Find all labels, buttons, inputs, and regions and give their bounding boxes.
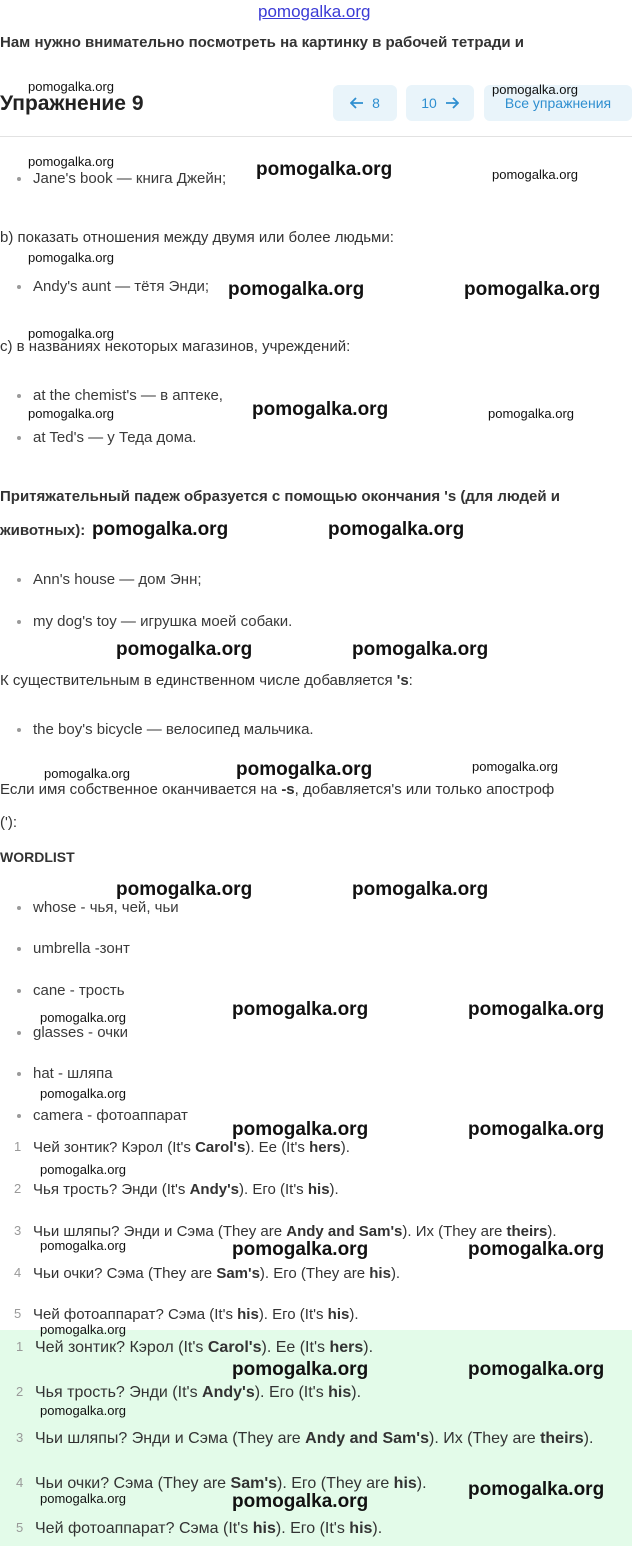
page-title: Упражнение 9	[0, 92, 144, 115]
watermark: pomogalka.org	[256, 159, 393, 180]
list-item: my dog's toy — игрушка моей собаки.	[0, 613, 340, 633]
answer-number: 3	[16, 1430, 24, 1445]
list-item: Jane's book — книга Джейн;	[0, 170, 300, 190]
watermark: pomogalka.org	[352, 639, 489, 660]
bullet-icon	[17, 620, 21, 624]
watermark: pomogalka.org	[236, 759, 373, 780]
bullet-icon	[17, 394, 21, 398]
bullet-icon	[17, 578, 21, 582]
bullet-icon	[17, 906, 21, 910]
wordlist-item: cane - трость	[0, 982, 300, 1002]
watermark: pomogalka.org	[232, 1359, 369, 1380]
site-link[interactable]: pomogalka.org	[258, 2, 371, 21]
watermark: pomogalka.org	[468, 1119, 605, 1140]
answer-text: Чей фотоаппарат? Сэма (It's his). Его (It's his).	[33, 1306, 359, 1323]
watermark: pomogalka.org	[468, 1359, 605, 1380]
watermark: pomogalka.org	[232, 1239, 369, 1260]
watermark: pomogalka.org	[28, 326, 114, 341]
watermark: pomogalka.org	[44, 766, 130, 781]
paragraph: ('):	[0, 814, 18, 831]
watermark: pomogalka.org	[468, 1479, 605, 1500]
all-exercises-label: Все упражнения	[504, 95, 612, 111]
next-exercise-label: 10	[421, 95, 437, 111]
answer-number: 2	[14, 1181, 22, 1196]
wordlist-item: glasses - очки	[0, 1024, 300, 1044]
answer-number: 4	[14, 1265, 22, 1280]
answer-text: Чьи шляпы? Энди и Сэма (They are Andy and Sam's). Их (They are theirs).	[35, 1430, 594, 1447]
bullet-icon	[17, 285, 21, 289]
watermark: pomogalka.org	[28, 406, 114, 421]
prev-exercise-label: 8	[372, 95, 380, 111]
answer-text: Чей зонтик? Кэрол (It's Carol's). Ее (It's hers).	[35, 1339, 374, 1356]
wordlist-item: whose - чья, чей, чьи	[0, 899, 300, 919]
watermark: pomogalka.org	[232, 1491, 369, 1512]
watermark: pomogalka.org	[328, 519, 465, 540]
answer-text: Чьи шляпы? Энди и Сэма (They are Andy and Sam's). Их (They are theirs).	[33, 1223, 557, 1240]
watermark: pomogalka.org	[40, 1086, 126, 1101]
bullet-icon	[17, 177, 21, 181]
answer-text: Чьи очки? Сэма (They are Sam's). Его (They are his).	[35, 1475, 427, 1492]
watermark: pomogalka.org	[488, 406, 574, 421]
watermark: pomogalka.org	[40, 1403, 126, 1418]
watermark: pomogalka.org	[232, 1119, 369, 1140]
answer-number: 4	[16, 1475, 24, 1490]
answer-number: 1	[16, 1339, 24, 1354]
list-item: Andy's aunt — тётя Энди;	[0, 278, 300, 298]
answer-text: Чья трость? Энди (It's Andy's). Его (It's his).	[35, 1384, 362, 1401]
watermark: pomogalka.org	[116, 639, 253, 660]
rule-paragraph: животных):	[0, 522, 86, 539]
paragraph: c) в названиях некоторых магазинов, учреждений:	[0, 338, 351, 355]
bullet-icon	[17, 989, 21, 993]
bullet-icon	[17, 947, 21, 951]
watermark: pomogalka.org	[28, 154, 114, 169]
watermark: pomogalka.org	[468, 1239, 605, 1260]
list-item: the boy's bicycle — велосипед мальчика.	[0, 721, 340, 741]
watermark: pomogalka.org	[40, 1322, 126, 1337]
answer-number: 5	[14, 1306, 22, 1321]
answer-row	[0, 1430, 632, 1452]
next-exercise-button[interactable]	[406, 85, 474, 121]
watermark: pomogalka.org	[40, 1162, 126, 1177]
wordlist-item: camera - фотоаппарат	[0, 1107, 300, 1127]
watermark: pomogalka.org	[40, 1010, 126, 1025]
list-item: at Ted's — у Теда дома.	[0, 429, 300, 449]
watermark: pomogalka.org	[232, 999, 369, 1020]
watermark: pomogalka.org	[40, 1238, 126, 1253]
list-item: Ann's house — дом Энн;	[0, 571, 300, 591]
watermark: pomogalka.org	[116, 879, 253, 900]
watermark: pomogalka.org	[92, 519, 229, 540]
bullet-icon	[17, 1031, 21, 1035]
answer-text: Чей зонтик? Кэрол (It's Carol's). Ее (It's hers).	[33, 1139, 350, 1156]
rule-paragraph: Притяжательный падеж образуется с помощью окончания 's (для людей и	[0, 488, 560, 505]
wordlist-item: umbrella -зонт	[0, 940, 300, 960]
answer-number: 2	[16, 1384, 24, 1399]
answer-text: Чья трость? Энди (It's Andy's). Его (It's his).	[33, 1181, 339, 1198]
watermark: pomogalka.org	[40, 1491, 126, 1506]
bullet-icon	[17, 728, 21, 732]
watermark: pomogalka.org	[252, 399, 389, 420]
bullet-icon	[17, 1114, 21, 1118]
watermark: pomogalka.org	[28, 79, 114, 94]
answer-number: 5	[16, 1520, 24, 1535]
answer-row	[0, 1139, 600, 1159]
watermark: pomogalka.org	[228, 279, 365, 300]
watermark: pomogalka.org	[472, 759, 558, 774]
bullet-icon	[17, 1072, 21, 1076]
watermark: pomogalka.org	[492, 167, 578, 182]
paragraph: Если имя собственное оканчивается на -s, добавляется's или только апостроф	[0, 781, 555, 798]
answer-number: 3	[14, 1223, 22, 1238]
wordlist-item: hat - шляпа	[0, 1065, 300, 1085]
answer-row	[0, 1181, 600, 1201]
paragraph: К существительным в единственном числе добавляется 's:	[0, 672, 413, 689]
answer-row	[0, 1339, 630, 1361]
watermark: pomogalka.org	[464, 279, 601, 300]
list-item: at the chemist's — в аптеке,	[0, 387, 300, 407]
wordlist-heading: WORDLIST	[0, 849, 75, 865]
bullet-icon	[17, 436, 21, 440]
watermark: pomogalka.org	[468, 999, 605, 1020]
watermark: pomogalka.org	[28, 250, 114, 265]
answer-text: Чьи очки? Сэма (They are Sam's). Его (They are his).	[33, 1265, 401, 1282]
header-divider	[0, 136, 632, 137]
watermark: pomogalka.org	[352, 879, 489, 900]
watermark: pomogalka.org	[492, 82, 578, 97]
answer-row	[0, 1265, 600, 1285]
answer-number: 1	[14, 1139, 22, 1154]
arrow-right-icon	[445, 97, 459, 109]
answer-row	[0, 1520, 630, 1542]
arrow-left-icon	[350, 97, 364, 109]
lead-text: Нам нужно внимательно посмотреть на картинку в рабочей тетради и	[0, 34, 524, 51]
answer-text: Чей фотоаппарат? Сэма (It's his). Его (It's his).	[35, 1520, 383, 1537]
prev-exercise-button[interactable]	[333, 85, 397, 121]
paragraph: b) показать отношения между двумя или более людьми:	[0, 229, 394, 246]
